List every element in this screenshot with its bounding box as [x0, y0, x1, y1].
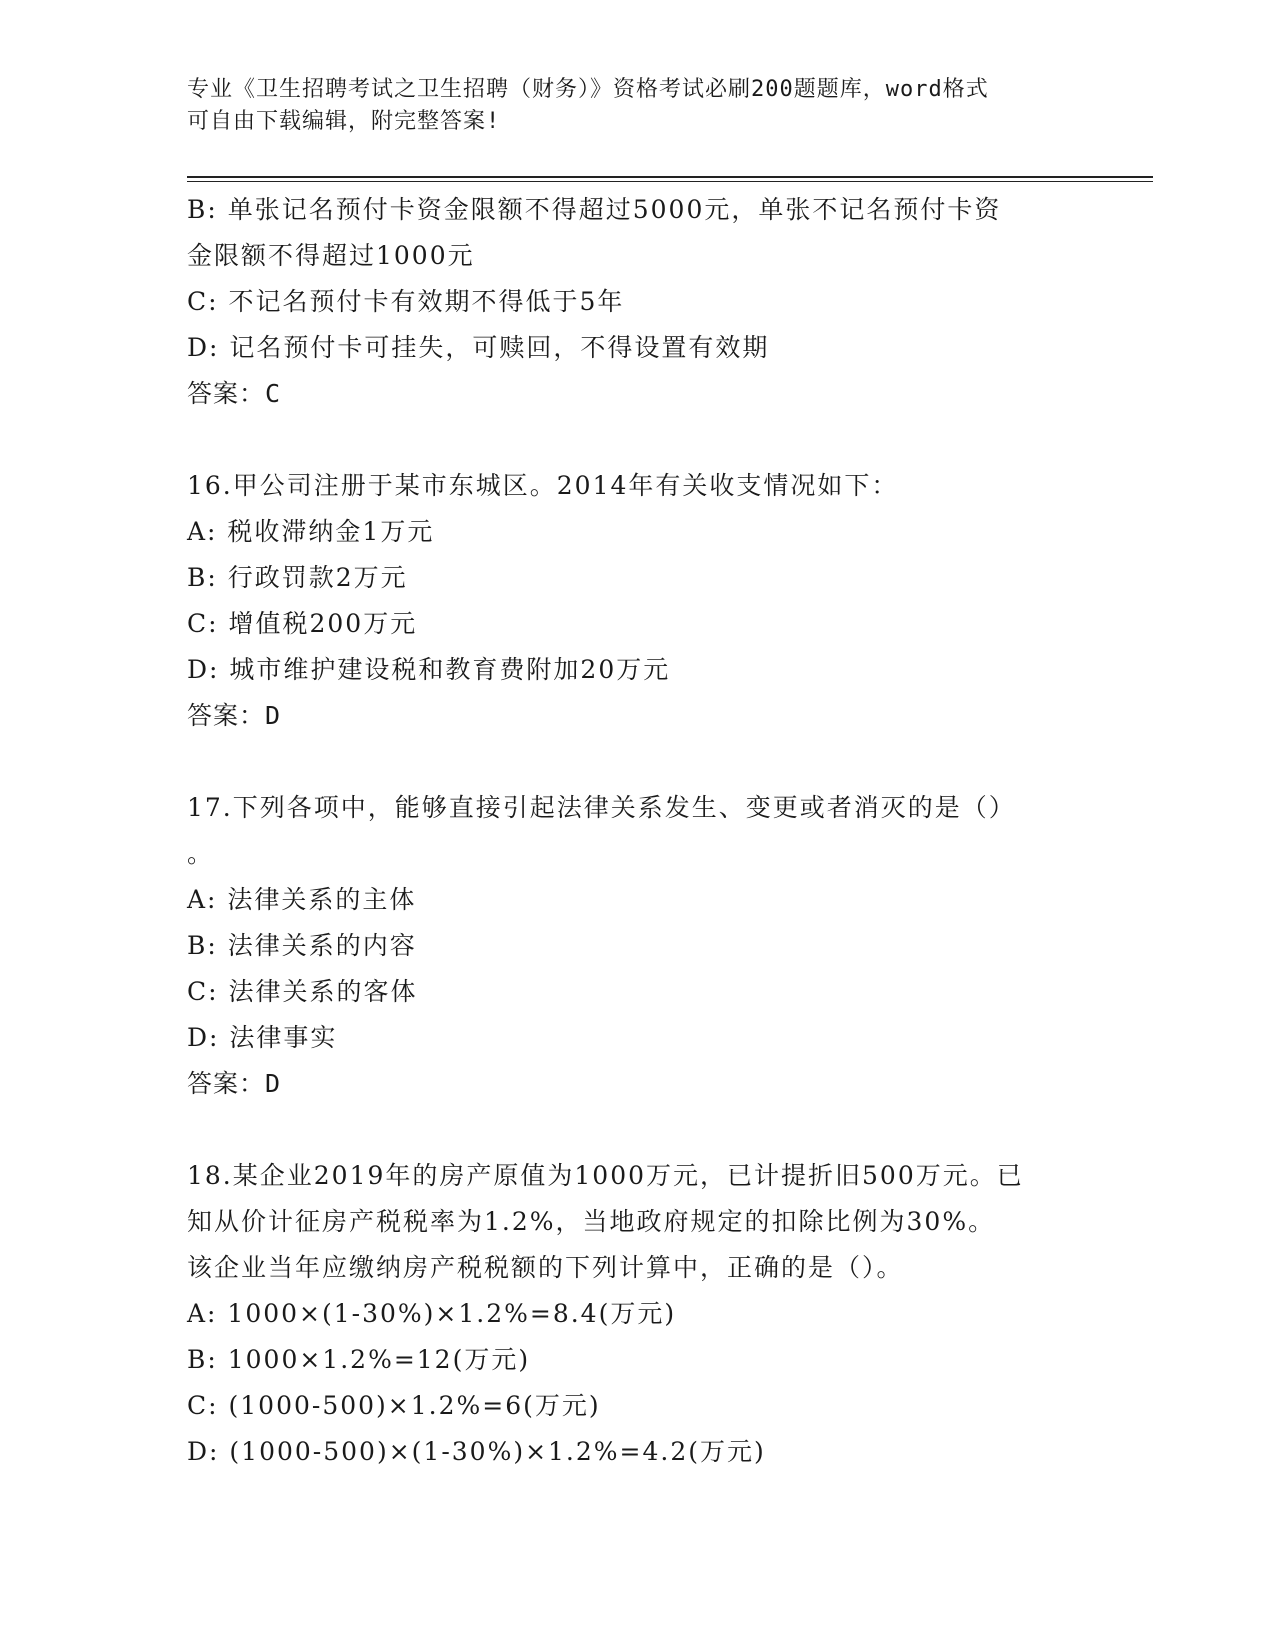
- answer: 答案：D: [187, 1069, 282, 1098]
- header-line-2: 可自由下载编辑，附完整答案!: [187, 109, 501, 134]
- header-line-1: 专业《卫生招聘考试之卫生招聘（财务）》资格考试必刷200题题库，word格式: [187, 77, 989, 102]
- answer: 答案：D: [187, 701, 282, 730]
- question-stem-continued: 。: [187, 839, 215, 868]
- option-a: A: 税收滞纳金1万元: [187, 517, 435, 546]
- question-stem: 18.某企业2019年的房产原值为1000万元，已计提折旧500万元。已: [187, 1161, 1024, 1190]
- question-stem: 16.甲公司注册于某市东城区。2014年有关收支情况如下：: [187, 471, 899, 500]
- option-b: B: 单张记名预付卡资金限额不得超过5000元，单张不记名预付卡资: [187, 195, 1002, 224]
- header-divider-thin: [187, 181, 1153, 182]
- document-body: [187, 187, 1077, 1475]
- option-d: D: 法律事实: [187, 1023, 338, 1052]
- question-17: [187, 785, 1077, 1107]
- question-15-continued: [187, 187, 1077, 417]
- spacer: [187, 417, 1077, 463]
- option-b-continued: 金限额不得超过1000元: [187, 241, 475, 270]
- question-stem: 17.下列各项中，能够直接引起法律关系发生、变更或者消灭的是（）: [187, 793, 1016, 822]
- option-c: C: 法律关系的客体: [187, 977, 418, 1006]
- option-c: C: 不记名预付卡有效期不得低于5年: [187, 287, 625, 316]
- header-divider-thick: [187, 176, 1153, 178]
- option-b: B: 行政罚款2万元: [187, 563, 408, 592]
- option-c: C: (1000-500)×1.2%=6(万元): [187, 1391, 601, 1420]
- question-16: [187, 463, 1077, 739]
- spacer: [187, 739, 1077, 785]
- option-a: A: 1000×(1-30%)×1.2%=8.4(万元): [187, 1299, 677, 1328]
- option-b: B: 1000×1.2%=12(万元): [187, 1345, 531, 1374]
- option-d: D: (1000-500)×(1-30%)×1.2%=4.2(万元): [187, 1437, 766, 1466]
- spacer: [187, 1107, 1077, 1153]
- question-18: [187, 1153, 1077, 1475]
- option-c: C: 增值税200万元: [187, 609, 418, 638]
- question-stem-continued: 知从价计征房产税税率为1.2%，当地政府规定的扣除比例为30%。: [187, 1207, 996, 1236]
- option-b: B: 法律关系的内容: [187, 931, 417, 960]
- option-a: A: 法律关系的主体: [187, 885, 417, 914]
- answer: 答案：C: [187, 379, 282, 408]
- option-d: D: 记名预付卡可挂失，可赎回，不得设置有效期: [187, 333, 770, 362]
- question-stem-continued: 该企业当年应缴纳房产税税额的下列计算中，正确的是（）。: [187, 1253, 904, 1282]
- option-d: D: 城市维护建设税和教育费附加20万元: [187, 655, 671, 684]
- document-header: [187, 74, 1067, 138]
